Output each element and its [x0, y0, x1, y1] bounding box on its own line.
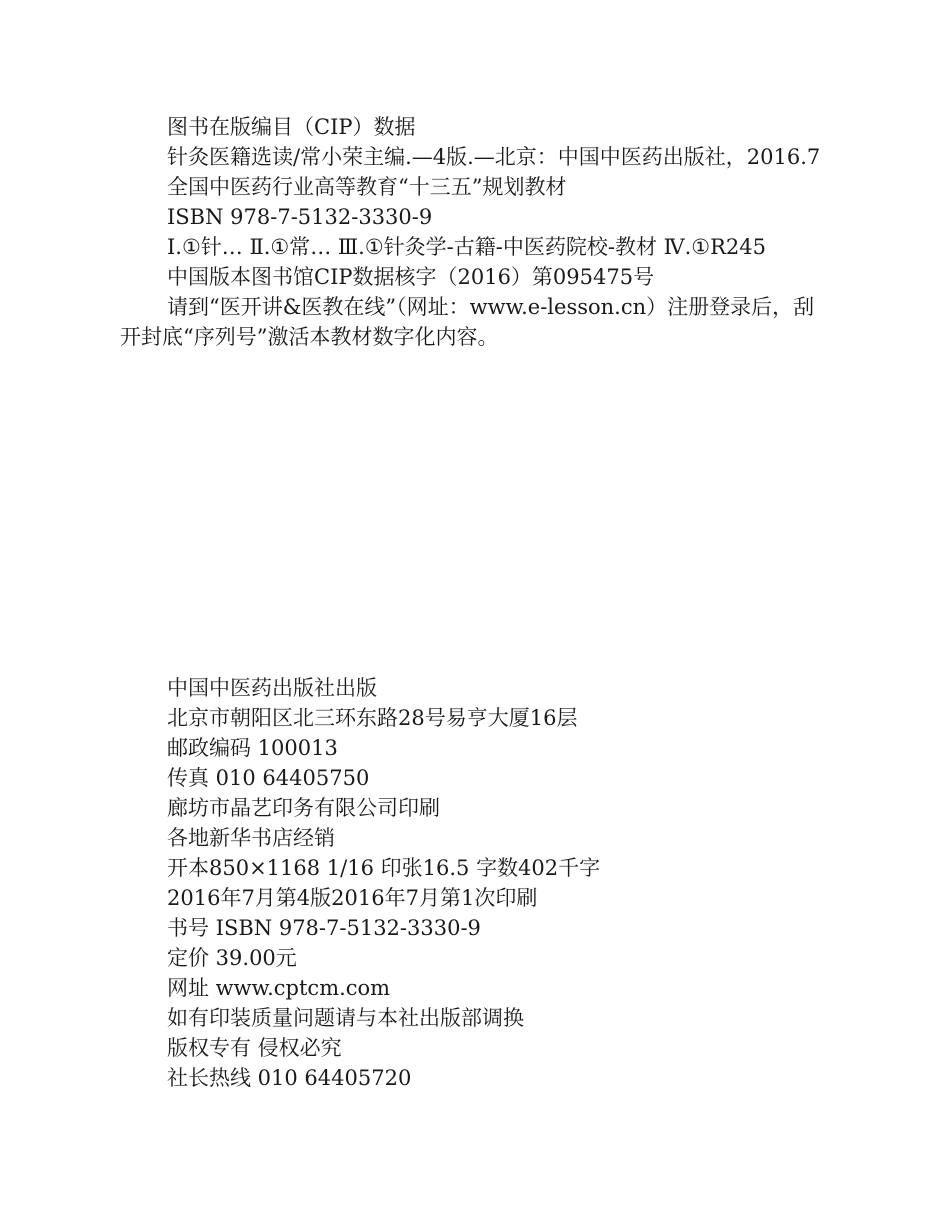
printer: 廊坊市晶艺印务有限公司印刷	[167, 796, 440, 820]
publisher-name: 中国中医药出版社出版	[167, 676, 377, 700]
copyright-notice: 版权专有 侵权必究	[167, 1036, 342, 1060]
book-number: 书号 ISBN 978-7-5132-3330-9	[167, 916, 481, 940]
quality-notice: 如有印装质量问题请与本社出版部调换	[167, 1006, 524, 1030]
edition-printing: 2016年7月第4版2016年7月第1次印刷	[167, 886, 538, 910]
postcode: 邮政编码 100013	[167, 736, 338, 760]
cip-title: 图书在版编目（CIP）数据	[167, 115, 416, 139]
cip-classification: Ⅰ.①针… Ⅱ.①常… Ⅲ.①针灸学-古籍-中医药院校-教材 Ⅳ.①R245	[167, 235, 767, 259]
president-hotline: 社长热线 010 64405720	[167, 1066, 412, 1090]
price: 定价 39.00元	[167, 946, 297, 970]
cip-number: 中国版本图书馆CIP数据核字（2016）第095475号	[167, 265, 655, 289]
online-notice: 请到“医开讲&医教在线”（网址：www.e-lesson.cn）注册登录后，刮开封底“序列号”激活本教材数字化内容。	[120, 295, 815, 349]
publisher-info-block	[120, 673, 832, 1093]
format-specs: 开本850×1168 1/16 印张16.5 字数402千字	[167, 856, 601, 880]
cip-series: 全国中医药行业高等教育“十三五”规划教材	[167, 175, 567, 199]
cip-isbn: ISBN 978-7-5132-3330-9	[167, 205, 433, 229]
publisher-address: 北京市朝阳区北三环东路28号易亨大厦16层	[167, 706, 578, 730]
website: 网址 www.cptcm.com	[167, 976, 391, 1000]
fax: 传真 010 64405750	[167, 766, 370, 790]
cip-catalog-line: 针灸医籍选读/常小荣主编.—4版.—北京：中国中医药出版社，2016.7	[167, 145, 821, 169]
cip-data-block	[120, 112, 832, 352]
distributor: 各地新华书店经销	[167, 826, 335, 850]
